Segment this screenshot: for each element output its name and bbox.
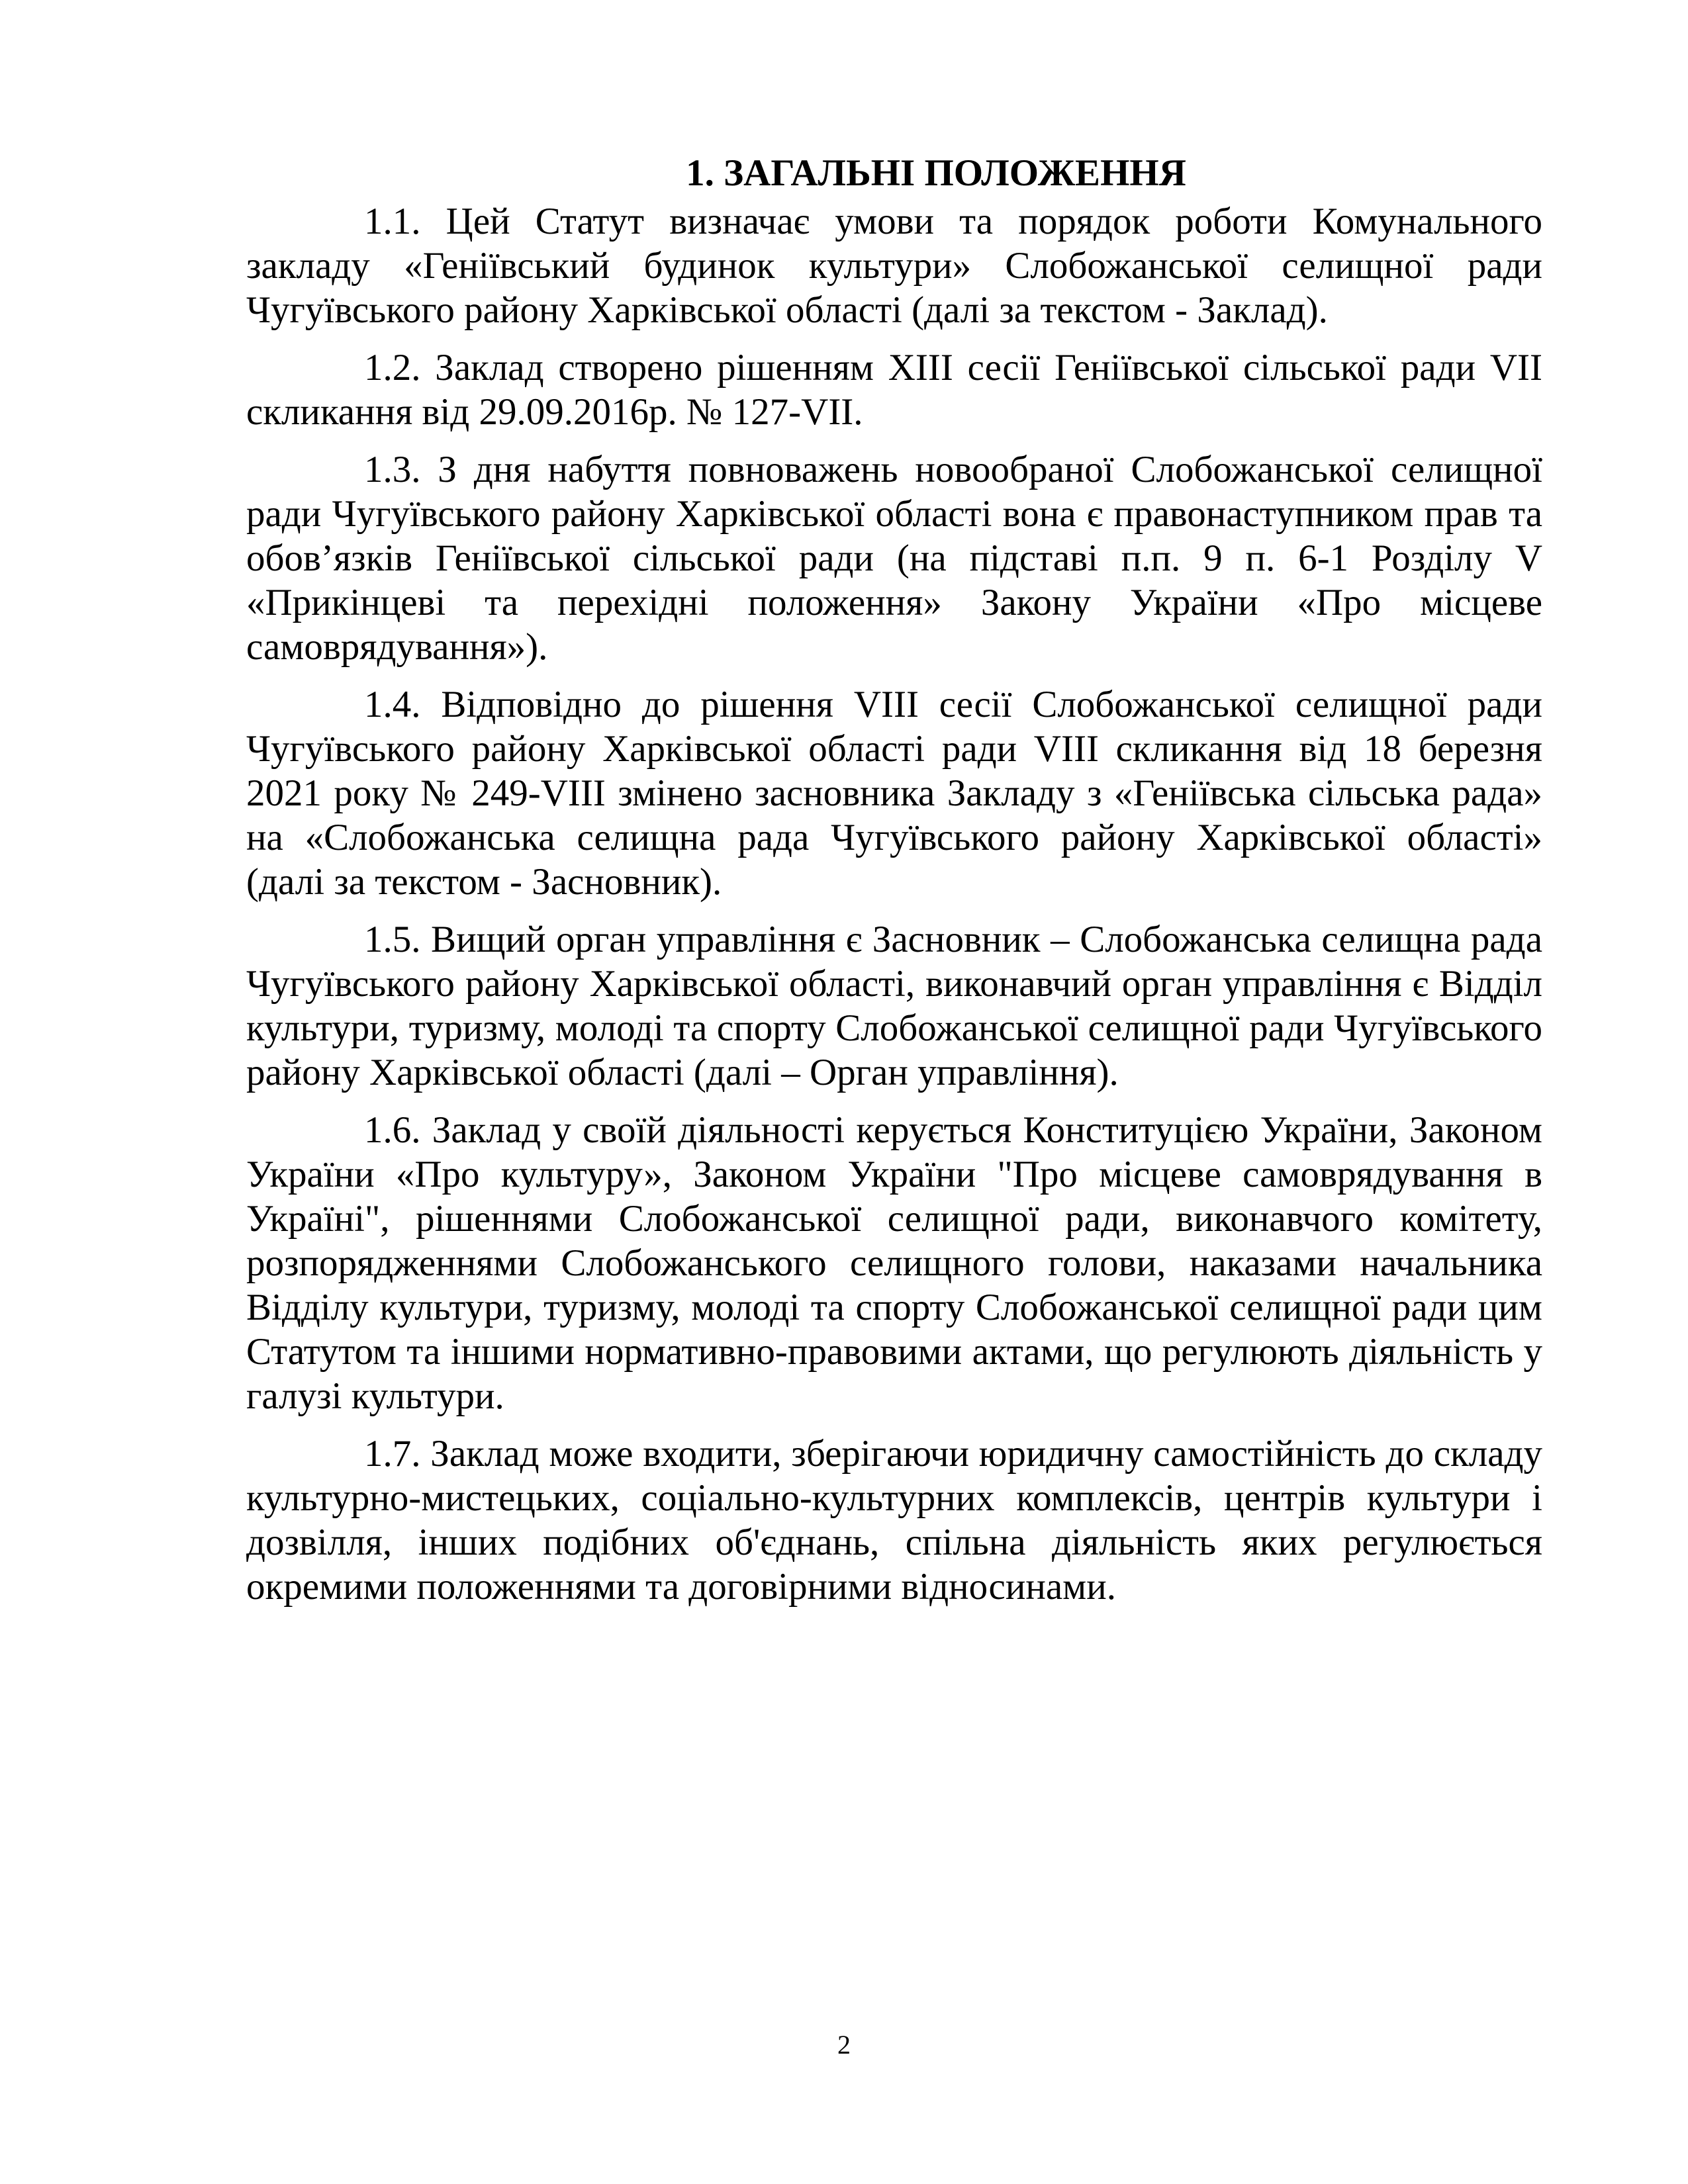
paragraph-1-7: 1.7. Заклад може входити, зберігаючи юридичну самостійність до складу культурно-мистецьких, соціально-культурних комплексів, центрів культури і дозвілля, інших подібних об'єднань, спільна діяльність яких регулюється окремими положеннями та договірними відносинами.: [246, 1433, 1542, 1608]
paragraph-1-5: 1.5. Вищий орган управління є Засновник – Слобожанська селищна рада Чугуївського району Харківської області, виконавчий орган управління є Відділ культури, туризму, молоді та спорту Слобожанської селищної ради Чугуївського району Харківської області (далі – Орган управління).: [246, 919, 1542, 1093]
paragraph-1-1: 1.1. Цей Статут визначає умови та порядок роботи Комунального закладу «Геніївський будинок культури» Слобожанської селищної ради Чугуївського району Харківської області (далі за текстом - Заклад).: [246, 201, 1542, 331]
paragraph-1-2: 1.2. Заклад створено рішенням XIII сесії Геніївської сільської ради VII скликання від 29.09.2016р. № 127-VII.: [246, 347, 1542, 433]
document-body: [246, 151, 1542, 1622]
page-number: 2: [837, 2030, 851, 2060]
paragraph-1-3: 1.3. З дня набуття повноважень новообраної Слобожанської селищної ради Чугуївського району Харківської області вона є правонаступником прав та обов’язків Геніївської сільської ради (на підставі п.п. 9 п. 6-1 Розділу V «Прикінцеві та перехідні положення» Закону України «Про місцеве самоврядування»).: [246, 449, 1542, 668]
paragraph-1-4: 1.4. Відповідно до рішення VIII сесії Слобожанської селищної ради Чугуївського району Харківської області ради VIII скликання від 18 березня 2021 року № 249-VIII змінено засновника Закладу з «Геніївська сільська рада» на «Слобожанська селищна рада Чугуївського району Харківської області» (далі за текстом - Засновник).: [246, 684, 1542, 903]
paragraph-1-6: 1.6. Заклад у своїй діяльності керується Конституцією України, Законом України «Про культуру», Законом України "Про місцеве самоврядування в Україні", рішеннями Слобожанської селищної ради, виконавчого комітету, розпорядженнями Слобожанського селищного голови, наказами начальника Відділу культури, туризму, молоді та спорту Слобожанської селищної ради цим Статутом та іншими нормативно-правовими актами, що регулюють діяльність у галузі культури.: [246, 1109, 1542, 1417]
section-heading: 1. ЗАГАЛЬНІ ПОЛОЖЕННЯ: [686, 152, 1186, 194]
